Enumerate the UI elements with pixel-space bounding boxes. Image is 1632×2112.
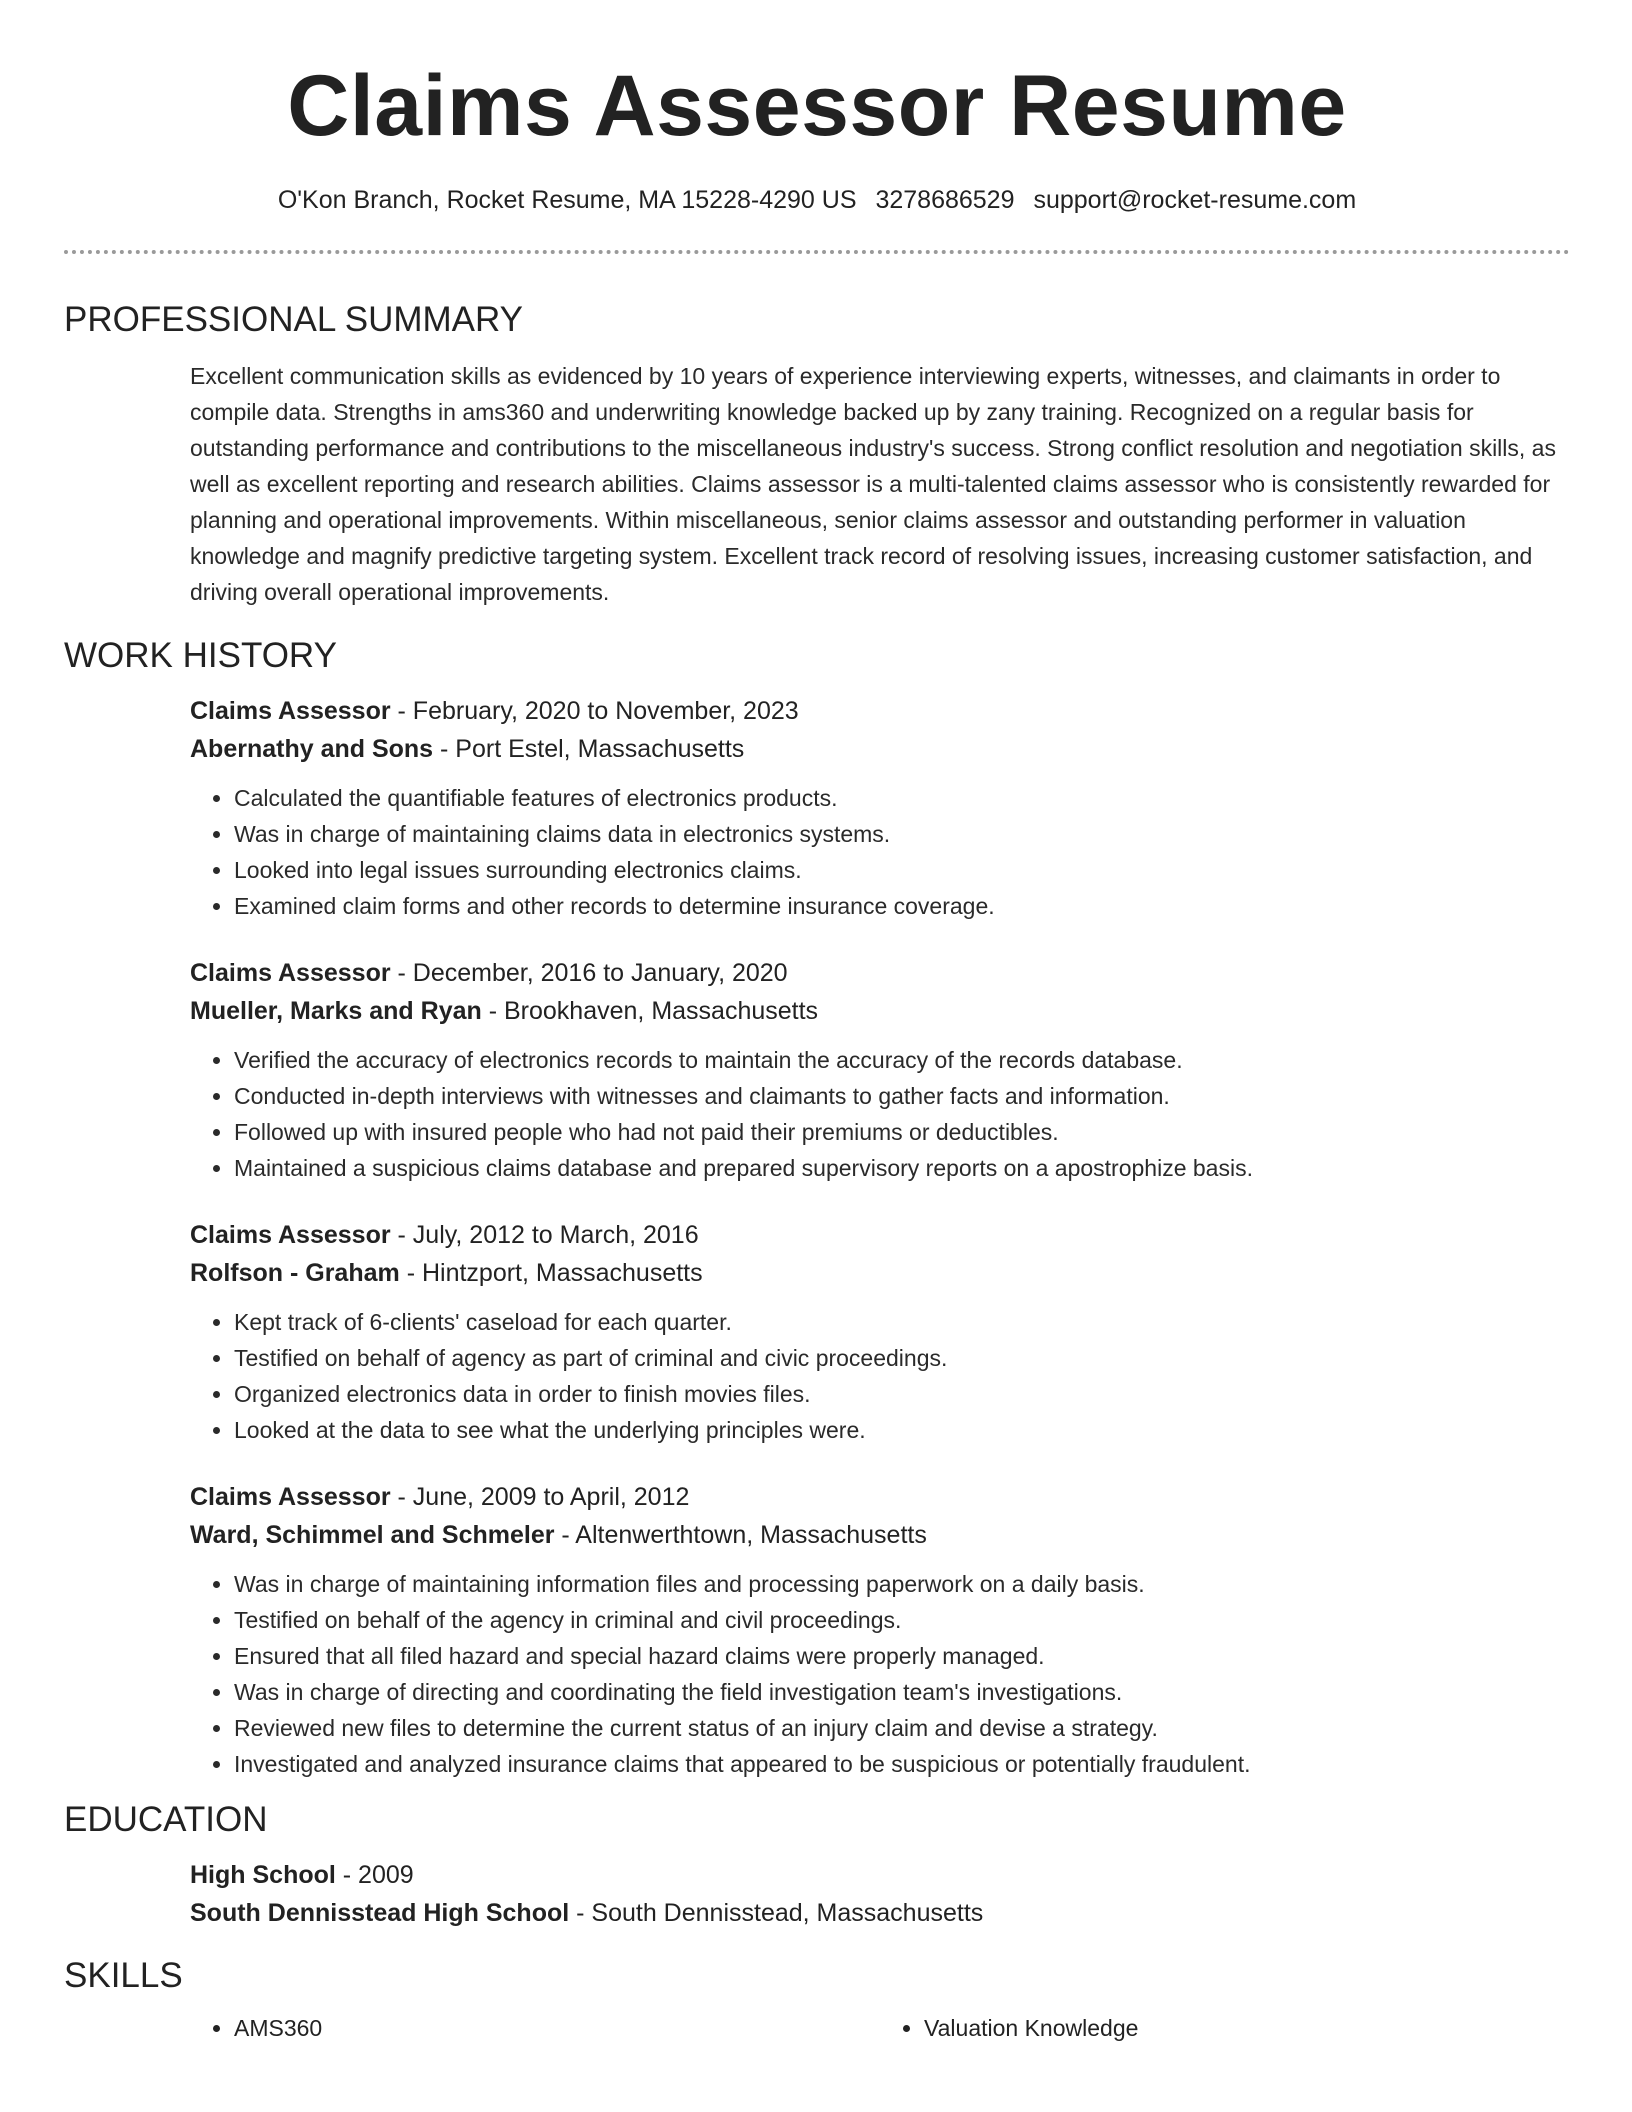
job-bullet: • Was in charge of maintaining information files and processing paperwork on a daily basis. [234, 1566, 1570, 1602]
contact-phone: 3278686529 [875, 186, 1015, 214]
job-bullet: • Was in charge of directing and coordinating the field investigation team's investigations. [234, 1674, 1570, 1710]
education-heading: EDUCATION [64, 1800, 268, 1839]
job-bullet: • Reviewed new files to determine the current status of an injury claim and devise a strategy. [234, 1710, 1570, 1746]
company-line [190, 730, 1570, 768]
summary-heading: PROFESSIONAL SUMMARY [64, 300, 523, 339]
company-location: - Hintzport, Massachusetts [399, 1259, 703, 1287]
job-bullet: • Testified on behalf of the agency in criminal and civil proceedings. [234, 1602, 1570, 1638]
header-divider [64, 250, 1570, 254]
job-bullet: • Kept track of 6-clients' caseload for each quarter. [234, 1304, 1570, 1340]
degree-line [190, 1856, 1570, 1894]
company-name: Ward, Schimmel and Schmeler [190, 1521, 555, 1549]
contact-address: O'Kon Branch, Rocket Resume, MA 15228-4290 US [277, 186, 857, 214]
job-title-line [190, 1478, 1570, 1516]
school-location: - South Dennisstead, Massachusetts [569, 1899, 984, 1927]
job-entry [190, 1216, 1570, 1448]
job-title: Claims Assessor [190, 1483, 391, 1511]
resume-page [64, 0, 1570, 2046]
job-title: Claims Assessor [190, 1221, 391, 1249]
skills-column-right [880, 2010, 1570, 2046]
skills-column-left [190, 2010, 880, 2046]
company-line [190, 1254, 1570, 1292]
job-bullet: • Calculated the quantifiable features of electronics products. [234, 780, 1570, 816]
graduation-year: - 2009 [335, 1861, 414, 1889]
company-name: Mueller, Marks and Ryan [190, 997, 482, 1025]
job-bullet: • Testified on behalf of agency as part of criminal and civic proceedings. [234, 1340, 1570, 1376]
skill-item: • AMS360 [234, 2010, 880, 2046]
job-dates: - December, 2016 to January, 2020 [390, 959, 788, 987]
job-bullet: • Investigated and analyzed insurance claims that appeared to be suspicious or potentially fraudulent. [234, 1746, 1570, 1782]
company-location: - Brookhaven, Massachusetts [481, 997, 819, 1025]
degree: High School [190, 1861, 336, 1889]
job-bullet: • Maintained a suspicious claims database and prepared supervisory reports on a apostrophize basis. [234, 1150, 1570, 1186]
summary-text: Excellent communication skills as evidenced by 10 years of experience interviewing experts, witnesses, and claimants in order to compile data. Strengths in ams360 and underwriting knowledge backed up by zany training. Recognized on a regular basis for outstanding performance and contributions to the miscellaneous industry's success. Strong conflict resolution and negotiation skills, as well as excellent reporting and research abilities. Claims assessor is a multi-talented claims assessor who is consistently rewarded for planning and operational improvements. Within miscellaneous, senior claims assessor and outstanding performer in valuation knowledge and magnify predictive targeting system. Excellent track record of resolving issues, increasing customer satisfaction, and driving overall operational improvements. [190, 363, 1556, 605]
job-bullet: • Ensured that all filed hazard and special hazard claims were properly managed. [234, 1638, 1570, 1674]
company-location: - Altenwerthtown, Massachusetts [554, 1521, 927, 1549]
summary-section [190, 358, 1570, 610]
job-dates: - July, 2012 to March, 2016 [390, 1221, 699, 1249]
job-entry [190, 1478, 1570, 1782]
job-entry [190, 692, 1570, 924]
job-bullets [190, 780, 1570, 924]
work-history-heading: WORK HISTORY [64, 636, 337, 675]
job-bullet: • Examined claim forms and other records to determine insurance coverage. [234, 888, 1570, 924]
job-title-line [190, 1216, 1570, 1254]
job-dates: - June, 2009 to April, 2012 [390, 1483, 690, 1511]
contact-email: support@rocket-resume.com [1033, 186, 1357, 214]
job-bullets [190, 1042, 1570, 1186]
job-title: Claims Assessor [190, 697, 391, 725]
work-history-section [190, 692, 1570, 1782]
job-bullet: • Verified the accuracy of electronics records to maintain the accuracy of the records database. [234, 1042, 1570, 1078]
company-name: Rolfson - Graham [190, 1259, 400, 1287]
company-line [190, 1516, 1570, 1554]
job-bullet: • Looked at the data to see what the underlying principles were. [234, 1412, 1570, 1448]
company-line [190, 992, 1570, 1030]
school-line [190, 1894, 1570, 1932]
job-bullet: • Organized electronics data in order to finish movies files. [234, 1376, 1570, 1412]
job-bullet: • Was in charge of maintaining claims data in electronics systems. [234, 816, 1570, 852]
job-title-line [190, 692, 1570, 730]
company-name: Abernathy and Sons [190, 735, 434, 763]
education-section [190, 1856, 1570, 1932]
job-title: Claims Assessor [190, 959, 391, 987]
company-location: - Port Estel, Massachusetts [433, 735, 745, 763]
school-name: South Dennisstead High School [190, 1899, 570, 1927]
job-title-line [190, 954, 1570, 992]
skills-heading: SKILLS [64, 1956, 183, 1995]
skill-item: • Valuation Knowledge [924, 2010, 1570, 2046]
job-bullets [190, 1566, 1570, 1782]
resume-title: Claims Assessor Resume [287, 58, 1347, 154]
job-bullet: • Followed up with insured people who had not paid their premiums or deductibles. [234, 1114, 1570, 1150]
job-dates: - February, 2020 to November, 2023 [390, 697, 799, 725]
job-entry [190, 954, 1570, 1186]
contact-line [64, 184, 1570, 216]
job-bullet: • Looked into legal issues surrounding electronics claims. [234, 852, 1570, 888]
job-bullet: • Conducted in-depth interviews with witnesses and claimants to gather facts and information. [234, 1078, 1570, 1114]
skills-section [190, 2010, 1570, 2046]
job-bullets [190, 1304, 1570, 1448]
skills-grid [190, 2010, 1570, 2046]
